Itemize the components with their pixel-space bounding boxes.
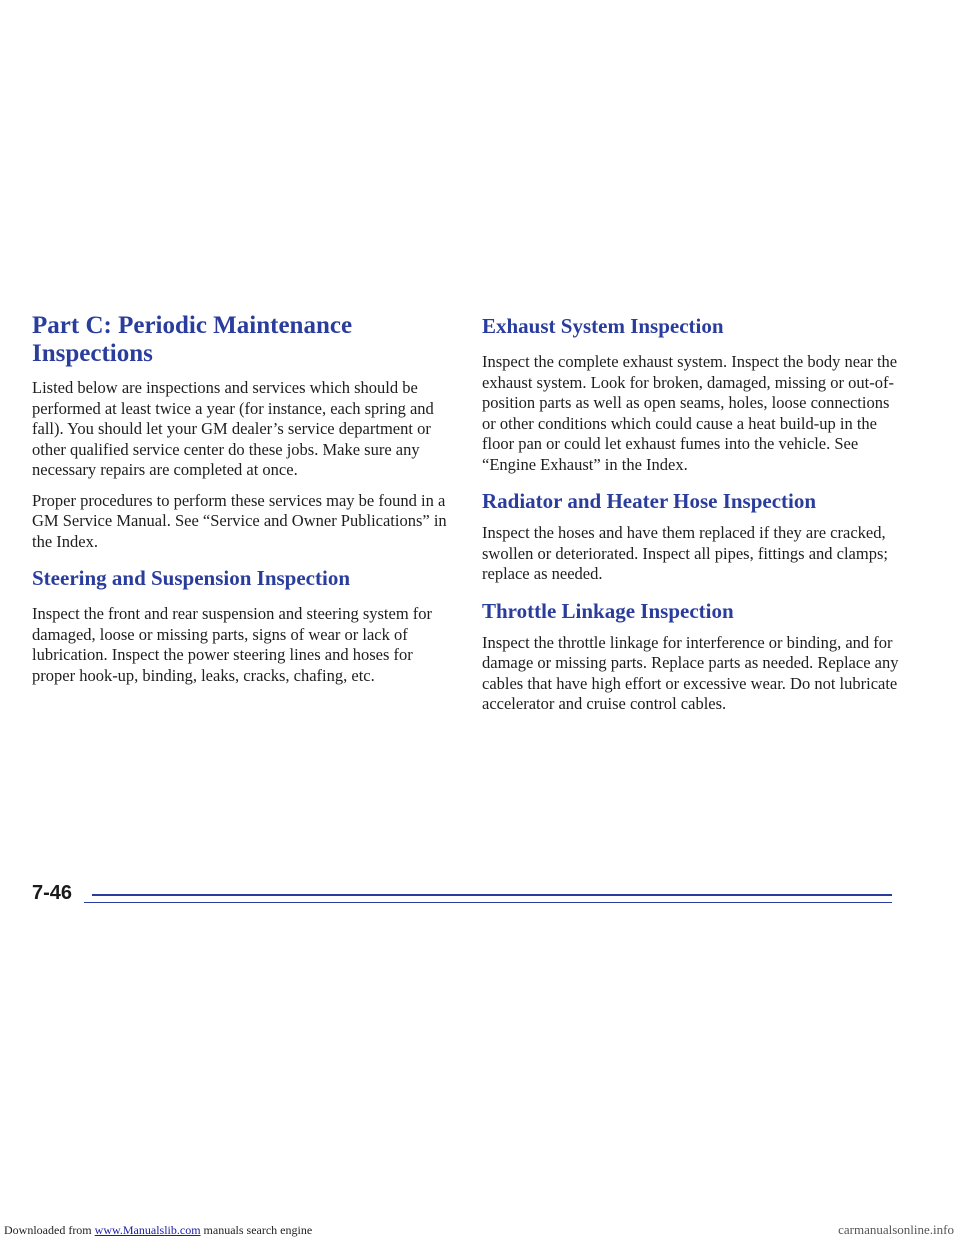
- manualslib-link[interactable]: www.Manualslib.com: [94, 1223, 201, 1237]
- page-number: 7-46: [32, 882, 73, 904]
- intro-paragraph-2: Proper procedures to perform these services may be found in a GM Service Manual. See “Service and Owner Publications” in the Index.: [32, 490, 447, 551]
- intro-paragraph-1: Listed below are inspections and services which should be performed at least twice a year (for instance, each spring and fall). You should let your GM dealer’s service department or other qualified service center do these jobs. Make sure any necessary repairs are completed at once.: [32, 378, 434, 479]
- footer-rule-thick: [92, 894, 892, 896]
- download-suffix: manuals search engine: [200, 1223, 313, 1237]
- exhaust-heading: Exhaust System Inspection: [482, 314, 724, 338]
- footer-rule-thin: [84, 902, 892, 903]
- throttle-paragraph: Inspect the throttle linkage for interference or binding, and for damage or missing parts. Replace parts as needed. Replace any cables that have high effort or excessive wear. Do not lubricate accelerator and cruise control cables.: [482, 632, 899, 713]
- radiator-heading: Radiator and Heater Hose Inspection: [482, 489, 817, 513]
- page-title: Part C: Periodic Maintenance Inspections: [32, 312, 353, 367]
- radiator-paragraph: Inspect the hoses and have them replaced if they are cracked, swollen or deteriorated. Inspect all pipes, fittings and clamps; replace as needed.: [482, 523, 888, 583]
- download-banner: [0, 1218, 960, 1242]
- steering-heading: Steering and Suspension Inspection: [32, 566, 351, 590]
- exhaust-paragraph: Inspect the complete exhaust system. Inspect the body near the exhaust system. Look for broken, damaged, missing or out-of-position parts as well as open seams, holes, loose connections or other conditions which could cause a heat build-up in the floor pan or could let exhaust fumes into the vehicle. See “Engine Exhaust” in the Index.: [482, 352, 898, 474]
- right-column: [482, 300, 902, 715]
- download-notice: [4, 1218, 312, 1242]
- watermark-text: carmanualsonline.info: [838, 1222, 954, 1237]
- left-column: [32, 300, 452, 686]
- throttle-heading: Throttle Linkage Inspection: [482, 598, 734, 623]
- steering-paragraph: Inspect the front and rear suspension and steering system for damaged, loose or missing parts, signs of wear or lack of lubrication. Inspect the power steering lines and hoses for proper hook-up, binding, leaks, cracks, chafing, etc.: [32, 604, 433, 685]
- manual-page: [0, 300, 960, 948]
- download-prefix: Downloaded from: [4, 1223, 95, 1237]
